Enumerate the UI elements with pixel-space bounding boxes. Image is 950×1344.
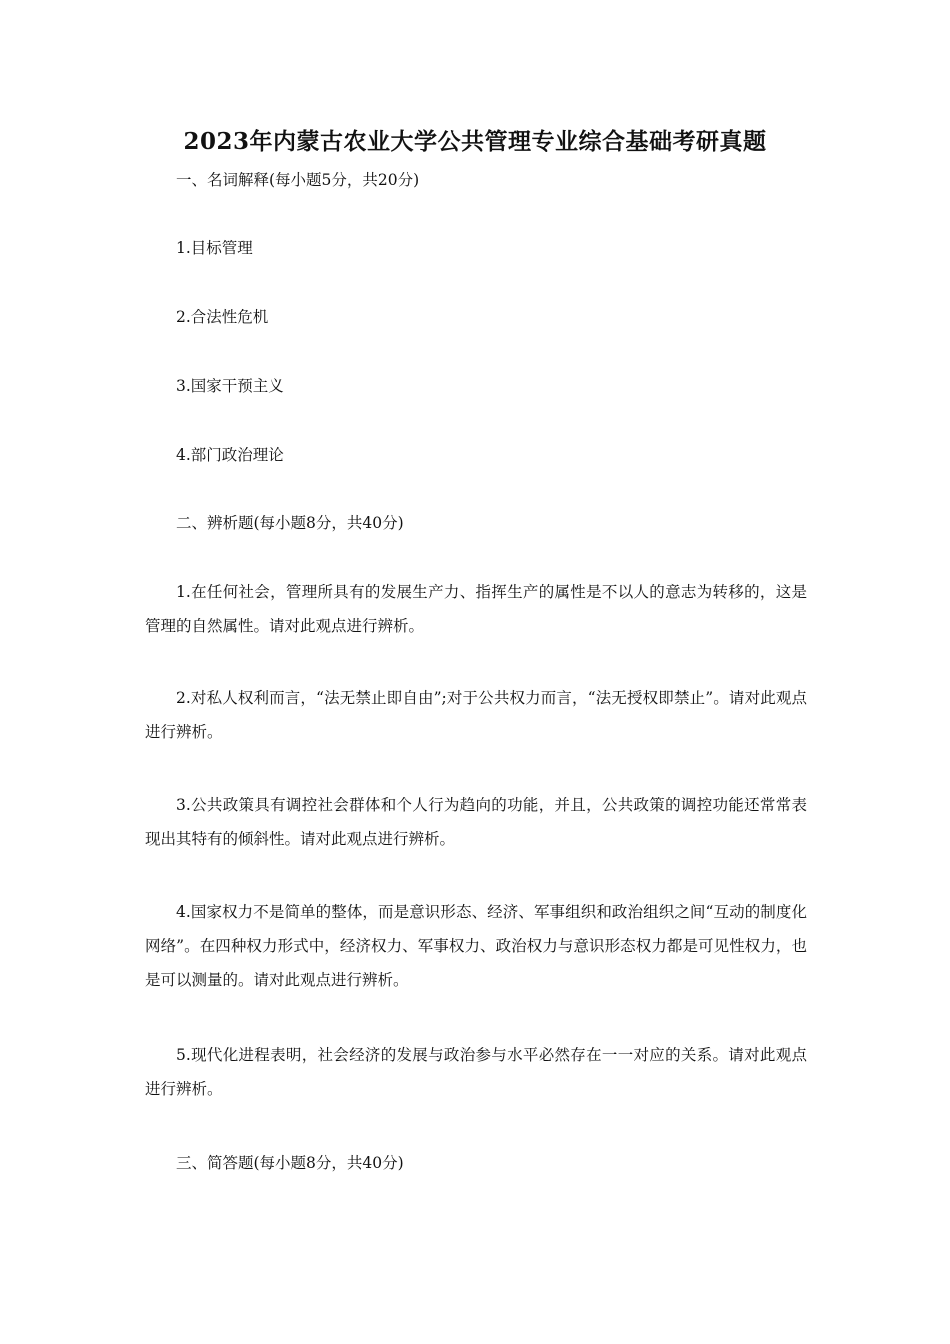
analysis-question: 3.公共政策具有调控社会群体和个人行为趋向的功能，并且，公共政策的调控功能还常常表现出其特有的倾斜性。请对此观点进行辨析。 <box>145 796 807 848</box>
term-item: 4.部门政治理论 <box>176 446 284 464</box>
analysis-question: 5.现代化进程表明，社会经济的发展与政治参与水平必然存在一一对应的关系。请对此观点进行辨析。 <box>145 1046 807 1098</box>
document-title: 2023年内蒙古农业大学公共管理专业综合基础考研真题 <box>183 128 767 155</box>
analysis-question: 1.在任何社会，管理所具有的发展生产力、指挥生产的属性是不以人的意志为转移的，这是管理的自然属性。请对此观点进行辨析。 <box>145 583 807 635</box>
section-heading-analysis: 二、辨析题(每小题8分，共40分) <box>176 514 404 532</box>
section-heading-terms: 一、名词解释(每小题5分，共20分) <box>176 171 420 189</box>
term-item: 2.合法性危机 <box>176 308 269 326</box>
term-item: 1.目标管理 <box>176 239 253 257</box>
analysis-question: 2.对私人权利而言，“法无禁止即自由”;对于公共权力而言，“法无授权即禁止”。请对此观点进行辨析。 <box>145 689 807 741</box>
term-item: 3.国家干预主义 <box>176 377 284 395</box>
section-heading-short-answer: 三、简答题(每小题8分，共40分) <box>176 1154 404 1172</box>
analysis-question: 4.国家权力不是简单的整体，而是意识形态、经济、军事组织和政治组织之间“互动的制度化网络”。在四种权力形式中，经济权力、军事权力、政治权力与意识形态权力都是可见性权力，也是可以测量的。请对此观点进行辨析。 <box>145 903 807 989</box>
